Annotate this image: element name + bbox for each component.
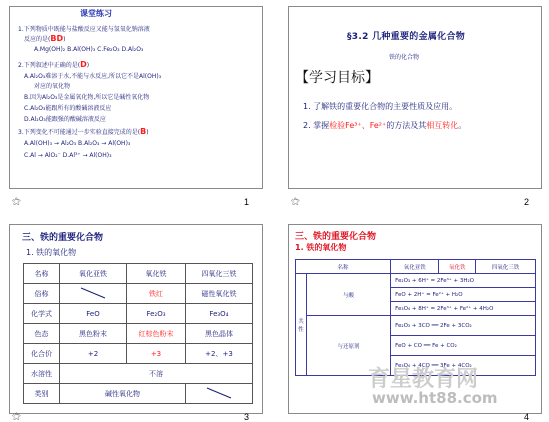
table-row bbox=[24, 264, 253, 284]
table-cell: 四氧化三铁 bbox=[185, 264, 252, 284]
section-title: 三、铁的重要化合物 bbox=[295, 232, 377, 242]
iron-oxide-table bbox=[23, 263, 253, 404]
chapter-title: §3.2 几种重要的金属化合物 bbox=[347, 32, 466, 42]
table-cell: FeO + CO ══ Fe + CO₂ bbox=[391, 336, 536, 356]
section-subtitle: 1. 铁的氧化物 bbox=[295, 243, 347, 252]
table-cell: Fe₂O₃ bbox=[127, 304, 186, 324]
question-1-options: A.Mg(OH)₂ B.Al(OH)₃ C.Fe₂O₃ D.Al₂O₃ bbox=[34, 46, 144, 53]
slide-marker-icon: ⚝ bbox=[291, 197, 300, 207]
slide-number-1: 1 bbox=[244, 197, 250, 207]
table-cell: 与酸 bbox=[307, 274, 391, 316]
option-2a-cont: 对应的氧化物 bbox=[34, 83, 71, 90]
table-cell: FeO bbox=[59, 304, 126, 324]
diagonal-cell bbox=[185, 384, 252, 404]
table-cell: 铁红 bbox=[127, 284, 186, 304]
question-3: 3.下列变化不可能通过一步实验直接完成的是(B) bbox=[18, 127, 149, 136]
table-cell: 名称 bbox=[24, 264, 60, 284]
table-cell: 与还原剂 bbox=[307, 316, 391, 376]
table-row bbox=[24, 324, 253, 344]
iron-oxide-reaction-table bbox=[295, 259, 536, 376]
slide-number-2: 2 bbox=[524, 197, 530, 207]
table-cell: 四氧化三铁 bbox=[476, 260, 536, 274]
watermark-logo: 育星教育网 bbox=[368, 367, 479, 392]
diagonal-line-icon bbox=[73, 286, 113, 300]
table-row bbox=[24, 284, 253, 304]
learning-goal-heading: 【学习目标】 bbox=[295, 70, 379, 86]
option-2d: D.Al₂O₃能跟强的酸碱溶液反应 bbox=[24, 116, 106, 123]
table-cell: +3 bbox=[127, 344, 186, 364]
question-2: 2.下列叙述中正确的是(D) bbox=[18, 60, 90, 69]
table-cell: 磁性氧化铁 bbox=[185, 284, 252, 304]
table-row bbox=[296, 316, 536, 336]
question-1: 1.下列物质中既能与盐酸反应又能与氢氧化钠溶液 bbox=[18, 26, 150, 33]
table-row bbox=[24, 364, 253, 384]
table-cell: 黑色粉末 bbox=[59, 324, 126, 344]
slide-3[interactable] bbox=[9, 224, 263, 414]
section-title: 三、铁的重要化合物 bbox=[22, 233, 104, 243]
table-cell: 化合价 bbox=[24, 344, 60, 364]
chapter-subtitle: 铁的化合物 bbox=[389, 54, 420, 61]
table-cell: 氧化铁 bbox=[439, 260, 476, 274]
table-cell: 红棕色粉末 bbox=[127, 324, 186, 344]
table-row bbox=[24, 384, 253, 404]
slide-2[interactable] bbox=[288, 6, 542, 189]
option-2a: A.Al₂O₃难溶于水,不能与水反应,所以它不是Al(OH)₃ bbox=[24, 73, 162, 80]
slide-marker-icon: ⚝ bbox=[12, 197, 21, 207]
table-cell: 名称 bbox=[296, 260, 391, 274]
answer-2: D bbox=[80, 60, 87, 69]
option-3ab: A.Al(OH)₃ → Al₂O₃ B.Al₂O₃ → Al(OH)₃ bbox=[24, 140, 131, 147]
table-cell: Fe₃O₄ bbox=[185, 304, 252, 324]
table-row bbox=[24, 344, 253, 364]
table-cell: 不溶 bbox=[59, 364, 252, 384]
table-row bbox=[24, 304, 253, 324]
diagonal-cell bbox=[59, 284, 126, 304]
table-cell: FeO + 2H⁺ = Fe²⁺ + H₂O bbox=[391, 288, 536, 302]
exercise-title: 课堂练习 bbox=[80, 9, 112, 18]
table-cell: Fe₃O₄ + 4CO ══ 3Fe + 4CO₂ bbox=[391, 356, 536, 376]
option-2c: C.Al₂O₃能跟所有的酸碱溶液反应 bbox=[24, 105, 112, 112]
table-cell: 色态 bbox=[24, 324, 60, 344]
slide-1[interactable] bbox=[9, 6, 263, 189]
table-cell: 化学式 bbox=[24, 304, 60, 324]
table-cell: +2、+3 bbox=[185, 344, 252, 364]
table-cell: 水溶性 bbox=[24, 364, 60, 384]
option-2b: B.因为Al₂O₃是金属氧化物,所以它是碱性氧化物 bbox=[24, 94, 150, 101]
table-cell: 氧化亚铁 bbox=[391, 260, 439, 274]
table-row bbox=[296, 260, 536, 274]
slide-marker-icon: ⚝ bbox=[12, 412, 21, 422]
table-cell: Fe₂O₃ + 3CO ══ 2Fe + 3CO₂ bbox=[391, 316, 536, 336]
slide-number-3: 3 bbox=[244, 412, 250, 422]
goal-item-1: 1. 了解铁的重要化合物的主要性质及应用。 bbox=[303, 102, 458, 111]
table-cell: 氧化亚铁 bbox=[59, 264, 126, 284]
answer-1: BD bbox=[50, 34, 64, 43]
section-subtitle: 1. 铁的氧化物 bbox=[26, 248, 77, 257]
slide-number-4: 4 bbox=[524, 412, 530, 422]
table-cell: 氧化铁 bbox=[127, 264, 186, 284]
question-1-cont: 反应的是(BD) bbox=[24, 34, 66, 43]
option-3cd: C.Al → AlO₂⁻ D.Al³⁺ → Al(OH)₃ bbox=[24, 152, 112, 159]
answer-3: B bbox=[140, 127, 147, 136]
table-row bbox=[296, 274, 536, 288]
diagonal-line-icon bbox=[199, 386, 239, 400]
table-cell: Fe₂O₃ + 6H⁺ = 2Fe³⁺ + 3H₂O bbox=[391, 274, 536, 288]
table-cell: Fe₃O₄ + 8H⁺ = 2Fe³⁺ + Fe²⁺ + 4H₂O bbox=[391, 302, 536, 316]
table-cell: 类别 bbox=[24, 384, 60, 404]
table-cell: 黑色晶体 bbox=[185, 324, 252, 344]
watermark-url: www.ht88.com bbox=[372, 389, 498, 407]
table-cell: 共性 bbox=[296, 274, 307, 376]
table-cell: 俗称 bbox=[24, 284, 60, 304]
goal-item-2: 2. 掌握检验Fe³⁺、Fe²⁺的方法及其相互转化。 bbox=[303, 121, 467, 130]
table-cell: +2 bbox=[59, 344, 126, 364]
table-cell: 碱性氧化物 bbox=[59, 384, 185, 404]
